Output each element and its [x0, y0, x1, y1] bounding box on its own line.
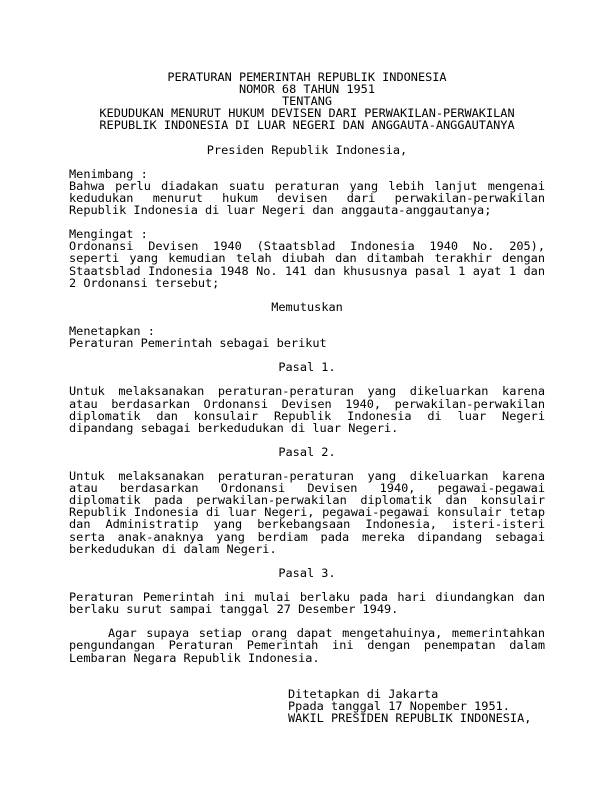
article-body-line: Peraturan Pemerintah ini mulai berlaku pada hari diundangkan dan: [69, 590, 545, 605]
preamble-body-line: Ordonansi Devisen 1940 (Staatsblad Indonesia 1940 No. 205),: [69, 239, 545, 254]
doc-title-line: NOMOR 68 TAHUN 1951: [238, 82, 376, 97]
preamble-body-line: kedudukan menurut hukum devisen dari perwakilan-perwakilan: [69, 190, 545, 205]
article-body: [69, 591, 545, 615]
article-body-line: Republik Indonesia di luar Negeri, pegawai-pegawai konsulair tetap: [69, 505, 545, 520]
closing-line: Agar supaya setiap orang dapat mengetahuinya, memerintahkan: [108, 626, 545, 641]
article-body: [69, 470, 545, 555]
preamble-label: Mengingat :: [69, 227, 148, 242]
signature-block: [69, 688, 545, 724]
article-body-line: berkedudukan di dalam Negeri.: [69, 541, 277, 556]
signature-line: Ditetapkan di Jakarta: [288, 686, 439, 701]
article-body-line: berlaku surut sampai tanggal 27 Desember 1949.: [69, 602, 399, 617]
article-body-line: Untuk melaksanakan peraturan-peraturan yang dikeluarkan karena: [69, 469, 545, 484]
preamble-body-line: 2 Ordonansi tersebut;: [69, 275, 220, 290]
article-body-line: atau berdasarkan Ordonansi Devisen 1940, perwakilan-perwakilan: [69, 396, 545, 411]
salutation-line: Presiden Republik Indonesia,: [206, 142, 408, 157]
doc-title-line: KEDUDUKAN MENURUT HUKUM DEVISEN DARI PERWAKILAN-PERWAKILAN: [99, 106, 515, 121]
enactment-label: Menetapkan :: [69, 323, 155, 338]
preamble-body-line: Republik Indonesia di luar Negeri dan anggauta-anggautanya;: [69, 203, 492, 218]
article-heading-block: [69, 361, 545, 373]
article-body-line: serta anak-anaknya yang berdiam pada mereka dipandang sebagai: [69, 529, 545, 544]
article-heading: Pasal 1.: [278, 360, 336, 375]
doc-title-block: [69, 71, 545, 131]
preamble-group: [69, 228, 545, 288]
salutation-block: [69, 144, 545, 156]
preamble-block: [69, 168, 545, 289]
doc-title-line: REPUBLIK INDONESIA DI LUAR NEGERI DAN ANGGAUTA-ANGGAUTANYA: [99, 118, 515, 133]
closing-line: Lembaran Negara Republik Indonesia.: [69, 650, 320, 665]
article-body: [69, 385, 545, 433]
article-body-line: dan Administratip yang berkebangsaan Indonesia, isteri-isteri: [69, 517, 545, 532]
signature-line: WAKIL PRESIDEN REPUBLIK INDONESIA,: [288, 710, 532, 725]
doc-title-line: TENTANG: [281, 94, 333, 109]
preamble-group: [69, 168, 545, 216]
signature-line: Ppada tanggal 17 Nopember 1951.: [288, 698, 510, 713]
preamble-body-line: Bahwa perlu diadakan suatu peraturan yang lebih lanjut mengenai: [69, 178, 545, 193]
closing-block: [69, 627, 545, 663]
preamble-body-line: seperti yang kemudian telah diubah dan ditambah terakhir dengan: [69, 251, 545, 266]
article-body-line: diplomatik pada perwakilan-perwakilan diplomatik dan konsulair: [69, 493, 545, 508]
enactment-block: [69, 325, 545, 349]
decision-heading: Memutuskan: [271, 299, 343, 314]
preamble-label: Menimbang :: [69, 166, 148, 181]
article-heading: Pasal 2.: [278, 444, 336, 459]
preamble-body-line: Staatsblad Indonesia 1948 No. 141 dan khususnya pasal 1 ayat 1 dan: [69, 263, 545, 278]
article-heading: Pasal 3.: [278, 565, 336, 580]
article-heading-block: [69, 446, 545, 458]
decision-heading-block: [69, 301, 545, 313]
enactment-text: Peraturan Pemerintah sebagai berikut: [69, 336, 327, 351]
closing-line: pengundangan Peraturan Pemerintah ini dengan penempatan dalam: [69, 638, 545, 653]
articles-block: [69, 361, 545, 615]
doc-title-line: PERATURAN PEMERINTAH REPUBLIK INDONESIA: [167, 70, 447, 84]
article-heading-block: [69, 567, 545, 579]
article-body-line: diplomatik dan konsulair Republik Indonesia di luar Negeri: [69, 408, 545, 423]
article-body-line: dipandang sebagai berkedudukan di luar Negeri.: [69, 420, 399, 435]
article-body-line: Untuk melaksanakan peraturan-peraturan yang dikeluarkan karena: [69, 384, 545, 399]
article-body-line: atau berdasarkan Ordonansi Devisen 1940, pegawai-pegawai: [69, 481, 545, 496]
